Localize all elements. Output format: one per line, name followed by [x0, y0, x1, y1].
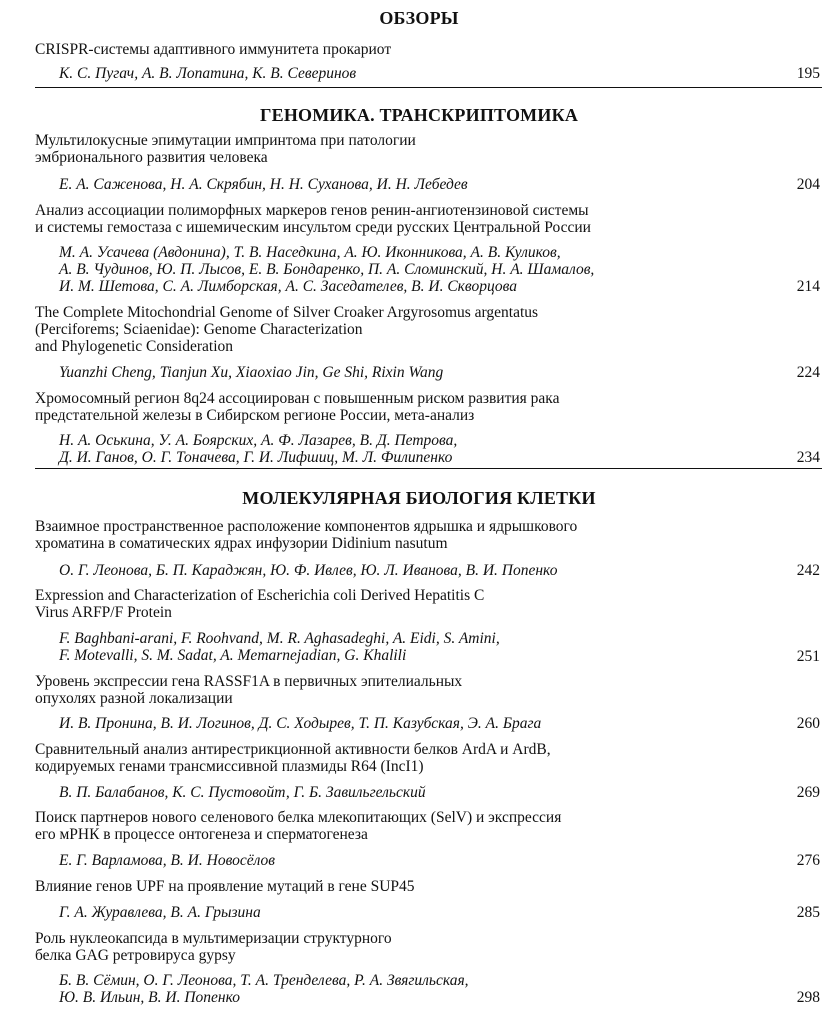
title-line: хроматина в соматических ядрах инфузории Didinium nasutum — [35, 535, 448, 552]
entry-authors — [59, 715, 719, 732]
title-line: Роль нуклеокапсида в мультимеризации структурного — [35, 930, 392, 947]
title-line: Сравнительный анализ антирестрикционной активности белков ArdA и ArdB, — [35, 741, 551, 758]
title-line: опухолях разной локализации — [35, 690, 233, 707]
entry-authors — [59, 852, 719, 869]
entry-title — [35, 304, 725, 355]
title-line: The Complete Mitochondrial Genome of Silver Croaker Argyrosomus argentatus — [35, 304, 539, 321]
entry-title — [35, 390, 725, 424]
title-line: (Perciforems; Sciaenidae): Genome Characterization — [35, 321, 363, 338]
authors-line: Yuanzhi Cheng, Tianjun Xu, Xiaoxiao Jin, Ge Shi, Rixin Wang — [59, 364, 444, 381]
page-number: 195 — [796, 65, 820, 82]
entry-title — [35, 132, 725, 166]
entry-authors — [59, 630, 719, 664]
title-line: Мультилокусные эпимутации импринтома при патологии — [35, 132, 416, 149]
title-line: and Phylogenetic Consideration — [35, 338, 234, 355]
section-title-cell-biology: МОЛЕКУЛЯРНАЯ БИОЛОГИЯ КЛЕТКИ — [242, 488, 596, 508]
entry-authors — [59, 432, 719, 466]
authors-line: Б. В. Сёмин, О. Г. Леонова, Т. А. Тренделева, Р. А. Звягильская, — [59, 972, 469, 989]
section-title-reviews: ОБЗОРЫ — [379, 8, 459, 28]
page-number: 251 — [796, 648, 820, 665]
title-line: предстательной железы в Сибирском регионе России, мета-анализ — [35, 407, 475, 424]
entry-title — [35, 41, 725, 58]
entry-authors — [59, 176, 719, 193]
title-line: Хромосомный регион 8q24 ассоциирован с повышенным риском развития рака — [35, 390, 560, 407]
authors-line: Е. А. Саженова, Н. А. Скрябин, Н. Н. Суханова, И. Н. Лебедев — [59, 176, 468, 193]
title-line: Влияние генов UPF на проявление мутаций в гене SUP45 — [35, 878, 415, 895]
authors-line: А. В. Чудинов, Ю. П. Лысов, Е. В. Бондаренко, П. А. Сломинский, Н. А. Шамалов, — [59, 261, 595, 278]
authors-line: Е. Г. Варламова, В. И. Новосёлов — [59, 852, 276, 869]
page-number: 242 — [796, 562, 820, 579]
page-number: 214 — [796, 278, 820, 295]
authors-line: К. С. Пугач, А. В. Лопатина, К. В. Северинов — [59, 65, 357, 82]
title-line: Взаимное пространственное расположение компонентов ядрышка и ядрышкового — [35, 518, 578, 535]
title-line: эмбрионального развития человека — [35, 149, 268, 166]
title-line: Уровень экспрессии гена RASSF1A в первичных эпителиальных — [35, 673, 463, 690]
entry-authors — [59, 972, 719, 1006]
entry-authors — [59, 904, 719, 921]
authors-line: В. П. Балабанов, К. С. Пустовойт, Г. Б. Завильгельский — [59, 784, 426, 801]
authors-line: М. А. Усачева (Авдонина), Т. В. Наседкина, А. Ю. Иконникова, А. В. Куликов, — [59, 244, 561, 261]
title-line: Expression and Characterization of Escherichia coli Derived Hepatitis C — [35, 587, 485, 604]
page-number: 285 — [796, 904, 820, 921]
entry-authors — [59, 784, 719, 801]
page-number: 224 — [796, 364, 820, 381]
authors-line: Н. А. Оськина, У. А. Боярских, А. Ф. Лазарев, В. Д. Петрова, — [59, 432, 458, 449]
entry-authors — [59, 65, 719, 82]
entry-title — [35, 587, 725, 621]
authors-line: Д. И. Ганов, О. Г. Тоначева, Г. И. Лифшиц, М. Л. Филипенко — [59, 449, 453, 466]
entry-title — [35, 673, 725, 707]
authors-line: И. М. Шетова, С. А. Лимборская, А. С. Заседателев, В. И. Скворцова — [59, 278, 518, 295]
title-line: его мРНК в процессе онтогенеза и сперматогенеза — [35, 826, 368, 843]
title-line: Анализ ассоциации полиморфных маркеров генов ренин-ангиотензиновой системы — [35, 202, 589, 219]
authors-line: F. Baghbani-arani, F. Roohvand, M. R. Aghasadeghi, A. Eidi, S. Amini, — [59, 630, 500, 647]
page-number: 298 — [796, 989, 820, 1006]
entry-title — [35, 930, 725, 964]
section-divider — [35, 87, 822, 88]
title-line: белка GAG ретровируса gypsy — [35, 947, 236, 964]
authors-line: Ю. В. Ильин, В. И. Попенко — [59, 989, 240, 1006]
section-title-genomics: ГЕНОМИКА. ТРАНСКРИПТОМИКА — [259, 105, 579, 125]
title-line: Virus ARFP/F Protein — [35, 604, 172, 621]
authors-line: F. Motevalli, S. M. Sadat, A. Memarnejadian, G. Khalili — [59, 647, 407, 664]
entry-title — [35, 809, 725, 843]
section-divider — [35, 468, 822, 469]
entry-title — [35, 202, 725, 236]
authors-line: Г. А. Журавлева, В. А. Грызина — [59, 904, 261, 921]
entry-title — [35, 518, 725, 552]
title-line: Поиск партнеров нового селенового белка млекопитающих (SelV) и экспрессия — [35, 809, 562, 826]
title-line: CRISPR-системы адаптивного иммунитета прокариот — [35, 41, 392, 58]
entry-title — [35, 741, 725, 775]
title-line: и системы гемостаза с ишемическим инсультом среди русских Центральной России — [35, 219, 591, 236]
entry-authors — [59, 562, 719, 579]
page-number: 234 — [796, 449, 820, 466]
title-line: кодируемых генами трансмиссивной плазмиды R64 (IncI1) — [35, 758, 424, 775]
entry-title — [35, 878, 725, 895]
entry-authors — [59, 244, 719, 295]
authors-line: И. В. Пронина, В. И. Логинов, Д. С. Ходырев, Т. П. Казубская, Э. А. Брага — [59, 715, 542, 732]
authors-line: О. Г. Леонова, Б. П. Караджян, Ю. Ф. Ивлев, Ю. Л. Иванова, В. И. Попенко — [59, 562, 558, 579]
page-number: 276 — [796, 852, 820, 869]
page-number: 269 — [796, 784, 820, 801]
entry-authors — [59, 364, 719, 381]
page-number: 260 — [796, 715, 820, 732]
page-number: 204 — [796, 176, 820, 193]
